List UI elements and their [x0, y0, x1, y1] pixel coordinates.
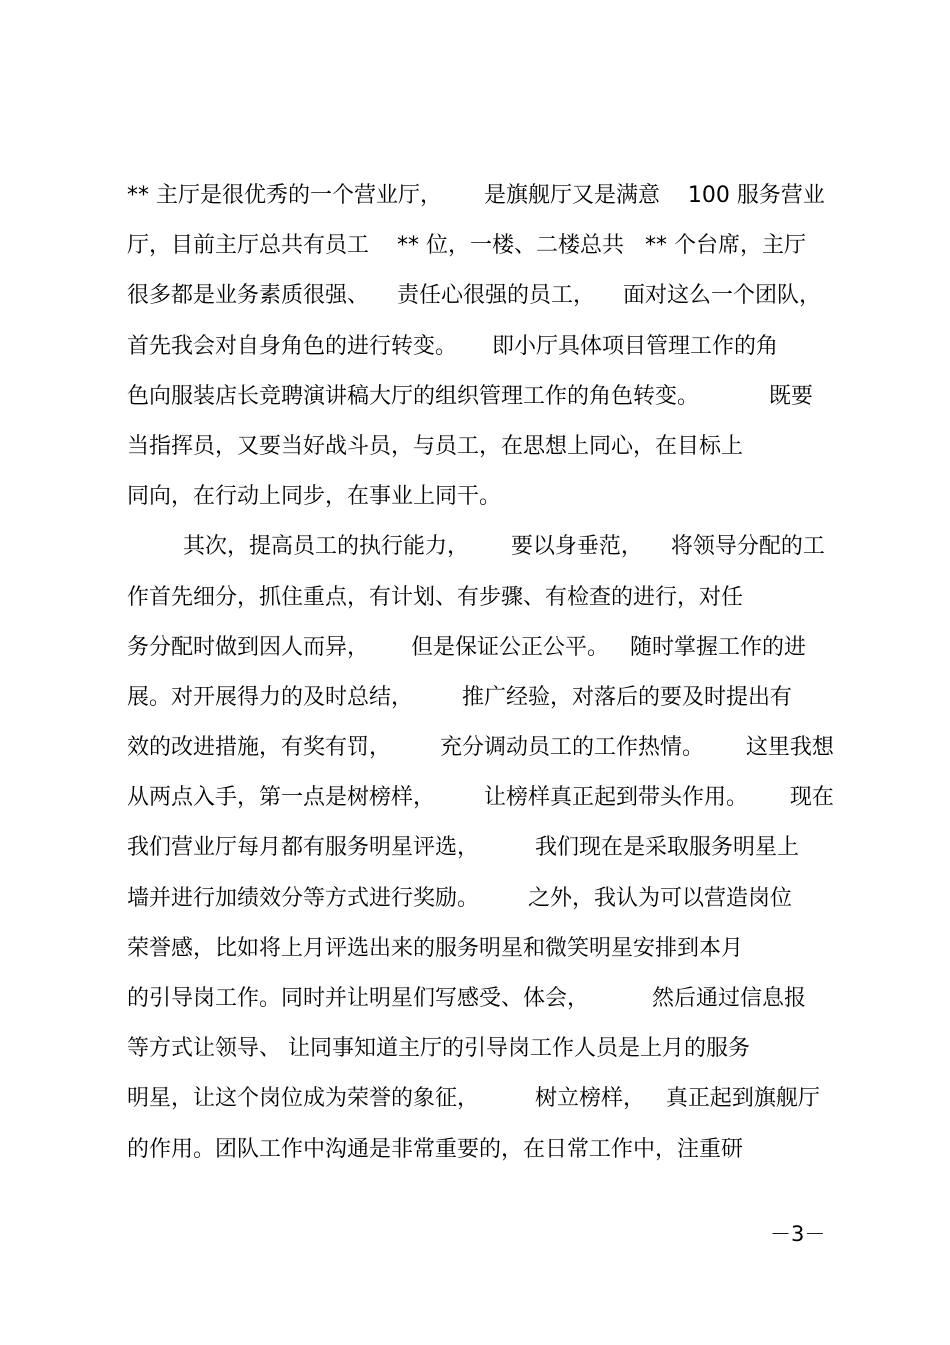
- text-line: 荣誉感，比如将上月评选出来的服务明星和微笑明星安排到本月: [127, 935, 744, 961]
- text-line: 的引导岗工作。同时并让明星们写感受、体会， 然后通过信息报: [127, 986, 806, 1011]
- text-line: ** 主厅是很优秀的一个营业厅， 是旗舰厅又是满意 100 服务营业: [127, 183, 825, 208]
- text-line: 的作用。团队工作中沟通是非常重要的，在日常工作中，注重研: [127, 1136, 744, 1162]
- text-line: 展。对开展得力的及时总结， 推广经验，对落后的要及时提出有: [127, 684, 792, 710]
- text-line: 首先我会对自身角色的进行转变。 即小厅具体项目管理工作的角: [127, 333, 778, 359]
- text-line: 色向服装店长竞聘演讲稿大厅的组织管理工作的角色转变。 既要: [127, 383, 813, 409]
- text-line: 我们营业厅每月都有服务明星评选， 我们现在是采取服务明星上: [127, 835, 799, 861]
- text-line: 明星，让这个岗位成为荣誉的象征， 树立榜样， 真正起到旗舰厅: [127, 1086, 820, 1112]
- text-line: 务分配时做到因人而异， 但是保证公正公平。 随时掌握工作的进: [127, 634, 806, 660]
- text-line: 等方式让领导、 让同事知道主厅的引导岗工作人员是上月的服务: [127, 1036, 750, 1062]
- text-line: 作首先细分，抓住重点，有计划、有步骤、有检查的进行，对任: [127, 584, 744, 610]
- page-number: －3－: [770, 1222, 826, 1246]
- text-line: 很多都是业务素质很强、 责任心很强的员工， 面对这么一个团队，: [127, 283, 821, 309]
- text-line: 同向，在行动上同步，在事业上同干。: [127, 484, 502, 510]
- text-line: 效的改进措施，有奖有罚， 充分调动员工的工作热情。 这里我想: [127, 735, 834, 761]
- text-line: 厅，目前主厅总共有员工 ** 位，一楼、二楼总共 ** 个台席，主厅: [127, 233, 806, 259]
- body-text: [127, 174, 837, 1178]
- text-line: 墙并进行加绩效分等方式进行奖励。 之外，我认为可以营造岗位: [127, 885, 792, 911]
- text-line: 当指挥员，又要当好战斗员，与员工，在思想上同心，在目标上: [127, 433, 744, 459]
- text-line: 从两点入手，第一点是树榜样， 让榜样真正起到带头作用。 现在: [127, 785, 834, 811]
- text-line: 其次，提高员工的执行能力， 要以身垂范， 将领导分配的工: [127, 534, 825, 560]
